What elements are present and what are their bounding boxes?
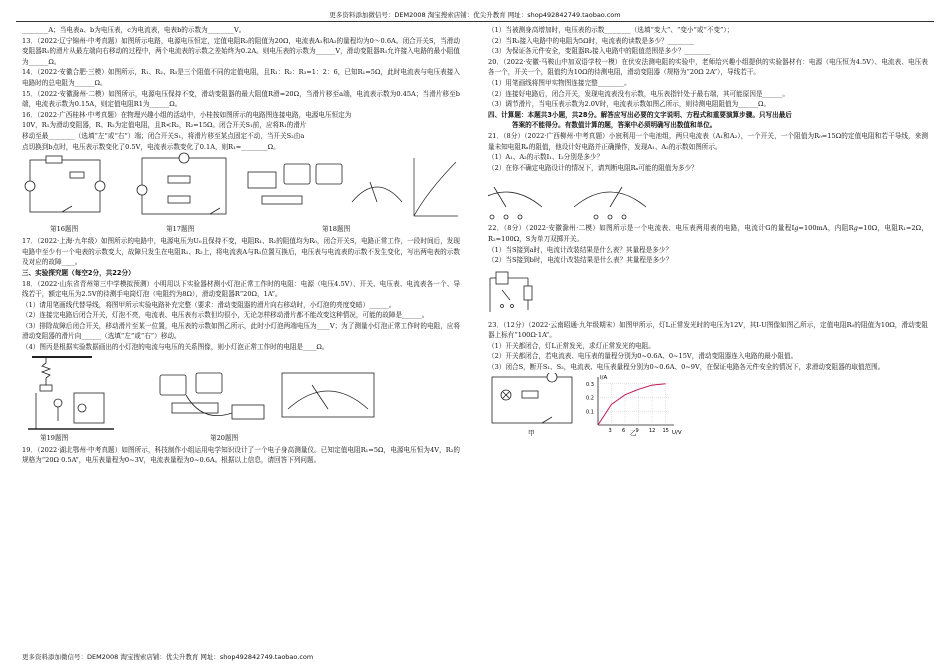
question-22: 22．（8分）（2022·安徽滁州·二模）如图所示是一个电流表、电压表两用表的电路，电流计G的量程I𝑔=100mA，内阻R𝑔=10Ω，电阻R₁=2Ω，R₂=100Ω，S为单刀双掷开关。	[488, 224, 928, 243]
circuit-23	[492, 373, 572, 423]
question-18-part-4: （4）图丙是根据实验数据画出的小灯泡的电流与电压的关系图像，则小灯泡正常工作时的电阻是____Ω。	[22, 343, 329, 352]
circuit-16	[25, 156, 105, 212]
q12-tail: ________A；当电表a、b为电压表，c为电流表，电表b的示数为________V。	[22, 26, 246, 34]
question-17: 17．（2022·上海·九年级）如图所示的电路中，电源电压为U₀且保持不变，电阻R₁、R₂的阻值均为R₀，闭合开关S，电路正常工作，一段时间后，发现电路中至少有一个电表的示数变大，故障只发生在电阻R₁、R₂上，将电流表A与R₁位置互换后，电压表与电流表的示数不发生变化，写出两电表的示数及对应的故障____。	[22, 237, 460, 267]
figures-16-18	[22, 152, 460, 236]
height-meter-19	[28, 357, 114, 429]
figures-19-20	[22, 353, 460, 445]
question-20-part-1: （1）用笔画线将图甲实物图连接完整________。	[488, 78, 631, 87]
left-column	[22, 25, 460, 466]
right-column	[488, 25, 928, 439]
apparatus-20	[160, 373, 264, 419]
question-19: 19．（2022·湖北鄂州·中考真题）如图所示，科技制作小组运用电学知识设计了一个电子身高测量仪。已知定值电阻R₁=5Ω，电源电压恒为4V，R₂的规格为“20Ω 0.5A”，电压表量程为0~3V，电流表量程为0~0.6A。根据以上信息，请回答下列问题。	[22, 445, 460, 465]
question-13: 13．（2022·辽宁锦州·中考真题）如图所示电路，电源电压恒定，定值电阻R₂的阻值为20Ω，电流表A₁和A₂的量程均为0～0.6A。闭合开关S，当滑动变阻器R₁的滑片从最左端向右移动的过程中，两个电流表的示数之差始终为0.2A。则电压表的示数为______V，滑动变阻器R₁允许接入电路的最小阻值为______Ω。	[22, 36, 460, 66]
question-19-part-3: （3）为保证各元件安全，变阻器R₂接入电路中的阻值范围是多少？________	[488, 47, 711, 56]
label-jia: 甲	[528, 428, 535, 437]
ammeter-dial-20	[282, 373, 374, 417]
caption-fig-16: 第16题图	[50, 225, 79, 234]
y-tick-label: 0.2	[586, 395, 594, 402]
question-18-part-3: （3）排除故障后闭合开关，移动滑片至某一位置，电压表的示数如图乙所示，此时小灯泡两端电压为____V；为了测量小灯泡正常工作时的电阻，应将滑动变阻器的滑片向______（选填“左”或“右”）移动。	[22, 321, 460, 341]
question-21-part-1: （1）A₁、A₂的示数I₁、I₂分别是多少？	[488, 153, 604, 162]
figure-21-ammeters	[488, 173, 928, 223]
page-footer: 更多资料添加微信号：DEM2008 淘宝搜索店铺：优尖升教育 网址：shop492842749.taobao.com	[22, 653, 314, 661]
question-19-part-1: （1）当被测身高增加时，电压表的示数________（选填“变大”、“变小”或“不变”）；	[488, 26, 734, 34]
figure-22-circuit	[488, 266, 928, 320]
question-16-c: 移动至最________（选填“左”或“右”）端；闭合开关S₁，将滑片移至某点固定不动，当开关S₂由a	[22, 131, 305, 140]
y-tick-label: 0.1	[586, 408, 594, 415]
question-14: 14．（2022·安徽合肥·三模）如图所示，R₁、R₂、R₃是三个阻值不同的定值电阻，且R₁：R₂：R₃=1：2：6，已知R₁=5Ω，此时电流表与电压表接入电路时的总电阻为______Ω。	[22, 68, 460, 87]
ammeter-dial-a2	[574, 187, 646, 219]
figures-19-20-drawing	[22, 353, 460, 433]
header-divider	[16, 21, 934, 22]
question-23: 23．（12分）（2022·云南昭通·九年级期末）如图甲所示，灯L正常发光时的电压为12V，其I-U图像如图乙所示，定值电阻R₀的阻值为10Ω，滑动变阻器上标有“100Ω·1A”。	[488, 320, 928, 340]
question-18-part-1: （1）请用笔画线代替导线，将图甲所示实验电路补充完整（要求：滑动变阻器的滑片向右移动时，小灯泡的亮度变暗）______。	[22, 300, 396, 309]
circuit-17	[137, 153, 226, 214]
section-4-heading-line-2: 答案的不能得分。有数值计算的题，答案中必须明确写出数值和单位。	[512, 121, 717, 130]
question-23-part-2: （2）开关都闭合，若电流表、电压表的量程分别为0~0.6A、0~15V，滑动变阻器连入电路的最小阻值。	[488, 352, 798, 361]
dual-meter-circuit-22	[488, 266, 928, 318]
apparatus-18	[248, 164, 402, 204]
x-tick-label: 6	[622, 427, 626, 434]
caption-fig-18: 第18题图	[322, 225, 351, 234]
question-19-part-2: （2）当R₂接入电路中的电阻为5Ω时，电流表的读数是多少？________	[488, 36, 695, 45]
x-tick-label: 12	[649, 427, 656, 434]
figure-23	[488, 373, 928, 439]
section-4-heading-line-1: 四、计算题：本题共3小题，共28分。解答应写出必要的文字说明、方程式和重要演算步骤。只写出最后	[488, 110, 792, 119]
label-yi: 乙	[630, 428, 637, 437]
question-20: 20．（2022·安徽·马鞍山中加双语学校一模）在伏安法测电阻的实验中，老师给兴趣小组提供的实验器材有：电源（电压恒为4.5V）、电流表、电压表各一个，开关一个，阻值约为10Ω的待测电阻，滑动变阻器（规格为“20Ω 2A”），导线若干。	[488, 57, 928, 77]
question-18-part-2: （2）连接完电路后闭合开关，灯泡不亮，电流表、电压表有示数但均很小，无论怎样移动滑片都不能改变这种情况，可能的故障是______。	[22, 311, 429, 320]
question-18: 18．（2022·山东省青州第三中学模拟预测）小明用以下实验器材测小灯泡正常工作时的电阻：电源（电压4.5V）、开关、电压表、电流表各一个、导线若干，额定电压为2.5V的待测手电筒灯泡（电阻约为8Ω），滑动变阻器R“20Ω，1A”。	[22, 279, 460, 299]
question-22-part-1: （1）当S接到a时，电流计改装结果是什么表？其量程是多少？	[488, 245, 673, 254]
y-tick-label: 0.3	[586, 381, 594, 388]
question-22-part-2: （2）当S接到b时，电流计改装结果是什么表？其量程是多少？	[488, 256, 673, 265]
ammeter-dials-21	[488, 173, 928, 221]
question-20-part-2: （2）连接好电路后，闭合开关，发现电流表没有示数，电压表指针处于最右端，其可能原因是______。	[488, 89, 789, 98]
question-16-b: 10V，R₁为滑动变阻器，R、R₂为定值电阻，且R<R₂，R₂=15Ω。闭合开关S₁前，应将R₁的滑片	[22, 121, 307, 130]
caption-fig-20: 第20题图	[210, 433, 239, 442]
figure-23-drawing	[488, 373, 928, 437]
x-tick-label: 9	[635, 427, 639, 434]
circuit-figures-16-18	[22, 152, 460, 224]
question-21: 21．（8分）（2022·广西柳州·中考真题）小宸利用一个电池组，两只电流表（A₁和A₂），一个开关，一个阻值为R₀=15Ω的定值电阻和若干导线，来测量未知电阻Rₓ的阻值，他设计好电路并正确操作，发现A₁、A₂的示数如图所示。	[488, 131, 928, 151]
x-tick-label: 3	[608, 427, 612, 434]
page-header: 更多资料添加微信号：DEM2008 淘宝搜索店铺：优尖升教育 网址：shop492842749.taobao.com	[329, 11, 621, 19]
x-tick-label: 15	[662, 427, 669, 434]
x-axis-label: U/V	[672, 429, 682, 436]
question-20-part-3: （3）调节滑片，当电压表示数为2.0V时，电流表示数如图乙所示，则待测电阻阻值为______Ω。	[488, 100, 771, 109]
caption-fig-19: 第19题图	[40, 433, 69, 442]
question-23-part-1: （1）开关都闭合，灯L正常发光，求灯正常发光的电阻。	[488, 341, 655, 350]
question-15: 15．（2022·安徽滁州·二模）如图所示，电源电压保持不变，滑动变阻器的最大阻值R滑=20Ω，当滑片移至a端，电流表示数为0.45A；当滑片移至b端，电流表示数为0.15A，则定值电阻R1为______Ω。	[22, 89, 460, 109]
question-23-part-3: （3）闭合S，断开S₁、S₂，电流表、电压表量程分别为0~0.6A、0~9V，在保证电路各元件安全的情况下，求滑动变阻器的取值范围。	[488, 363, 885, 372]
question-16-a: 16．（2022·广西桂林·中考真题）在物理兴趣小组的活动中，小桂按如图所示的电路图连接电路，电源电压恒定为	[22, 110, 352, 119]
question-16-d: 点切换到b点时，电压表示数变化了0.5V，电流表示数变化了0.1A，则R₁=________Ω。	[22, 142, 280, 151]
y-axis-label: I/A	[600, 374, 608, 381]
question-21-part-2: （2）在你不确定电路设计的情况下，请判断电阻Rₓ可能的阻值为多少？	[488, 163, 698, 172]
section-3-heading: 三、实验探究题（每空2分，共22分）	[22, 268, 135, 277]
iu-series-line	[598, 383, 666, 424]
iu-chart-23	[586, 375, 682, 436]
ammeter-dial-a1	[488, 187, 542, 219]
caption-fig-17: 第17题图	[166, 225, 195, 234]
iu-graph-18	[414, 158, 458, 216]
